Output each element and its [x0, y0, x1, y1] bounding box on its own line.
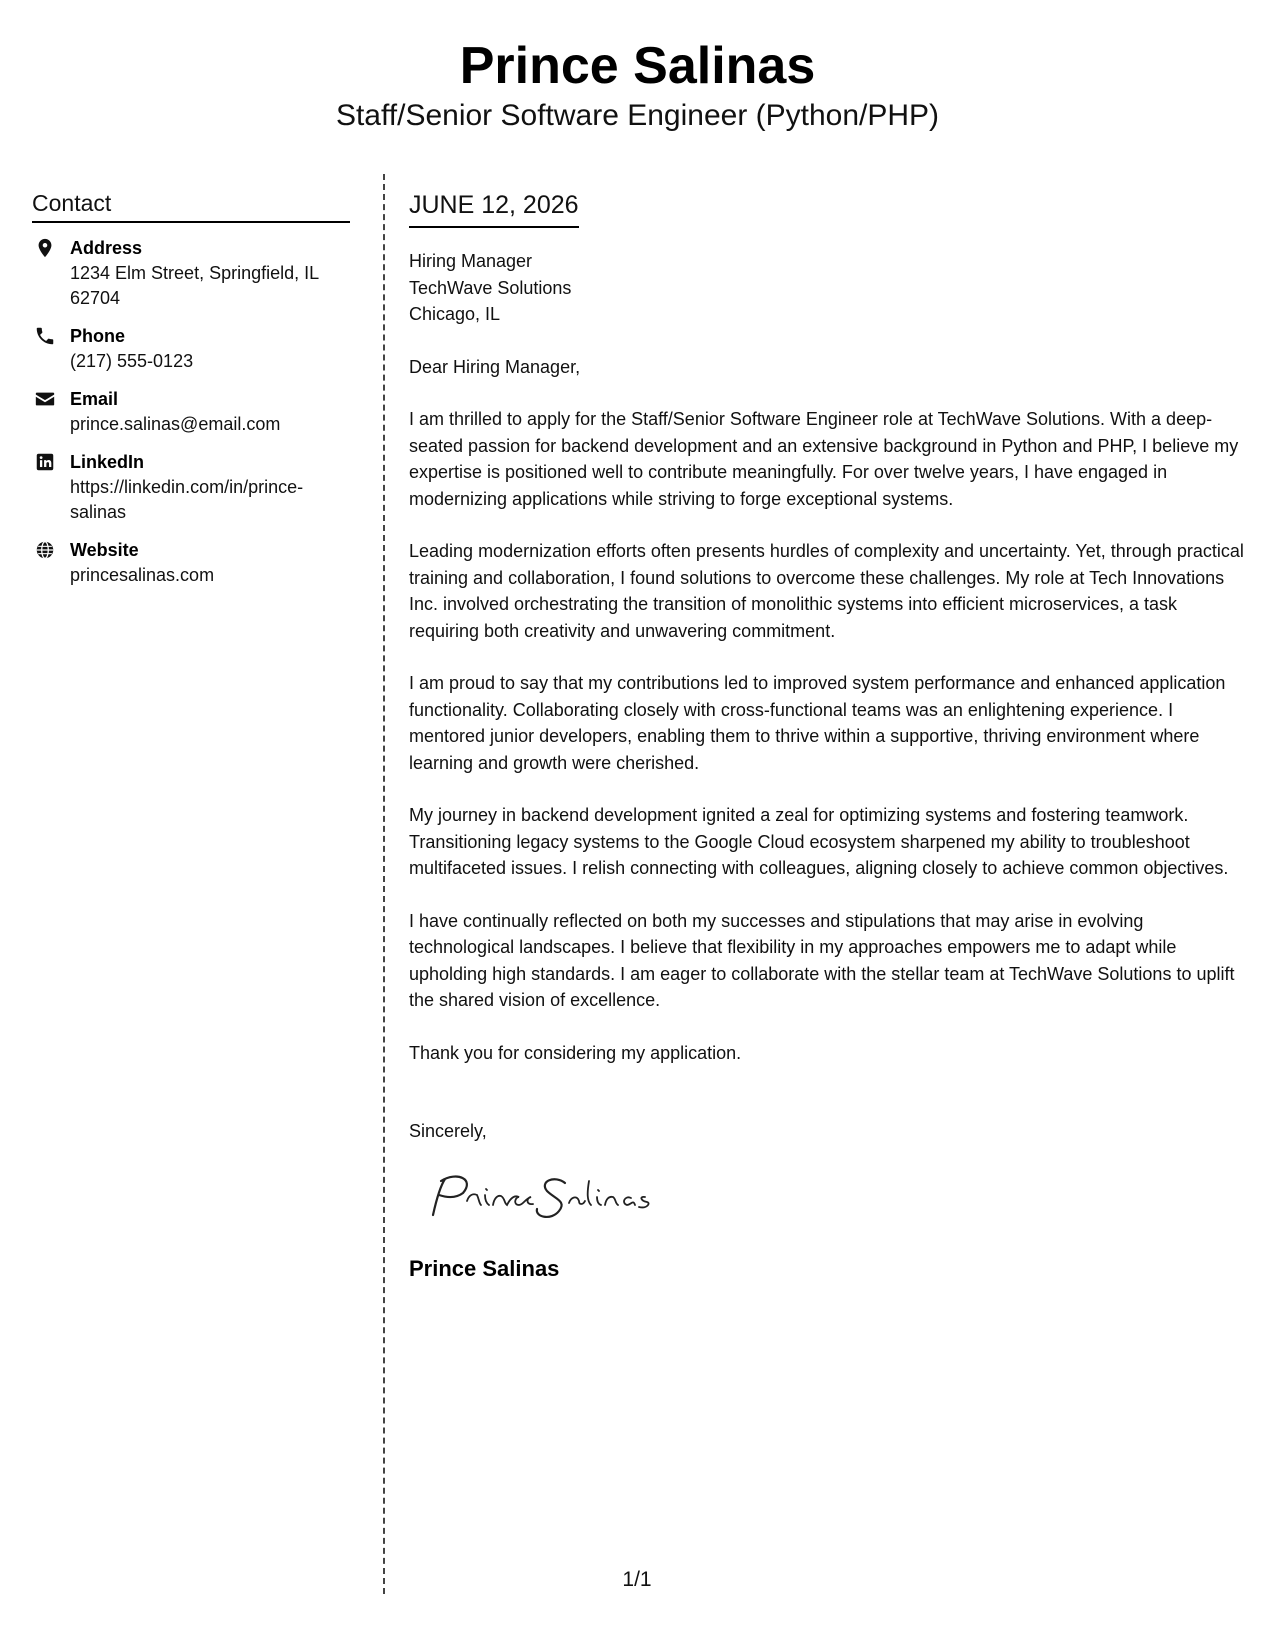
- letter-paragraph: Leading modernization efforts often presents hurdles of complexity and uncertainty. Yet, through practical training and collaboration, I found solutions to overcome these challenges. My role at Tech Innovations Inc. involved orchestrating the transition of monolithic systems into efficient microservices, a task requiring both creativity and unwavering commitment.: [409, 541, 1244, 641]
- applicant-name: Prince Salinas: [459, 37, 816, 95]
- letter-paragraph: I am thrilled to apply for the Staff/Senior Software Engineer role at TechWave Solutions. With a deep-seated passion for backend development and an extensive background in Python and PHP, I believe my expertise is positioned well to contribute meaningfully. For over twelve years, I have engaged in modernizing applications while striving to forge exceptional systems.: [409, 409, 1239, 509]
- contact-item-address: [32, 236, 350, 311]
- envelope-icon: [34, 388, 56, 410]
- contact-label: LinkedIn: [70, 452, 145, 472]
- letter-body: [409, 188, 1249, 1282]
- contact-label: Phone: [70, 326, 126, 346]
- contact-label: Email: [70, 389, 119, 409]
- page-number: 1/1: [622, 1568, 652, 1591]
- phone-icon: [34, 325, 56, 347]
- contact-heading: Contact: [32, 188, 350, 223]
- recipient-line: Hiring Manager: [409, 251, 533, 271]
- contact-item-linkedin: [32, 450, 350, 525]
- letter-header: [0, 36, 1275, 134]
- letter-paragraph: Thank you for considering my application.: [409, 1042, 742, 1063]
- contact-value: princesalinas.com: [70, 565, 215, 585]
- recipient-line: TechWave Solutions: [409, 277, 572, 298]
- contact-label: Website: [70, 540, 139, 560]
- recipient-line: Chicago, IL: [409, 304, 501, 324]
- letter-paragraph: I am proud to say that my contributions led to improved system performance and enhanced application functionality. Collaborating closely with cross-functional teams was an enlightening experience. I mentored junior developers, enabling them to thrive within a supportive, thriving environment where learning and growth were cherished.: [409, 673, 1226, 773]
- linkedin-icon: [34, 451, 56, 473]
- letter-paragraph: My journey in backend development ignited a zeal for optimizing systems and fostering teamwork. Transitioning legacy systems to the Google Cloud ecosystem sharpened my ability to troubleshoot multifaceted issues. I relish connecting with colleagues, aligning closely to achieve common objectives.: [409, 805, 1229, 878]
- letter-date: JUNE 12, 2026: [409, 188, 579, 228]
- sign-off: Sincerely,: [409, 1121, 487, 1141]
- contact-value: (217) 555-0123: [70, 351, 194, 371]
- handwritten-signature: [419, 1167, 669, 1229]
- contact-label: Address: [70, 238, 143, 258]
- applicant-role: Staff/Senior Software Engineer (Python/PHP): [335, 99, 940, 132]
- contact-item-phone: [32, 324, 350, 374]
- salutation: Dear Hiring Manager,: [409, 356, 581, 377]
- contact-item-website: [32, 538, 350, 588]
- contact-value: prince.salinas@email.com: [70, 414, 281, 434]
- contact-item-email: [32, 387, 350, 437]
- globe-icon: [34, 539, 56, 561]
- column-divider: [383, 174, 385, 1594]
- contact-sidebar: [32, 188, 350, 588]
- signed-name: Prince Salinas: [409, 1255, 560, 1281]
- contact-value: 1234 Elm Street, Springfield, IL 62704: [70, 263, 319, 308]
- recipient-block: [409, 248, 1249, 328]
- map-pin-icon: [34, 237, 56, 259]
- letter-paragraph: I have continually reflected on both my successes and stipulations that may arise in evolving technological landscapes. I believe that flexibility in my approaches empowers me to adapt while upholding high standards. I am eager to collaborate with the stellar team at TechWave Solutions to uplift the shared vision of excellence.: [409, 910, 1235, 1010]
- contact-value: https://linkedin.com/in/prince-salinas: [70, 477, 304, 522]
